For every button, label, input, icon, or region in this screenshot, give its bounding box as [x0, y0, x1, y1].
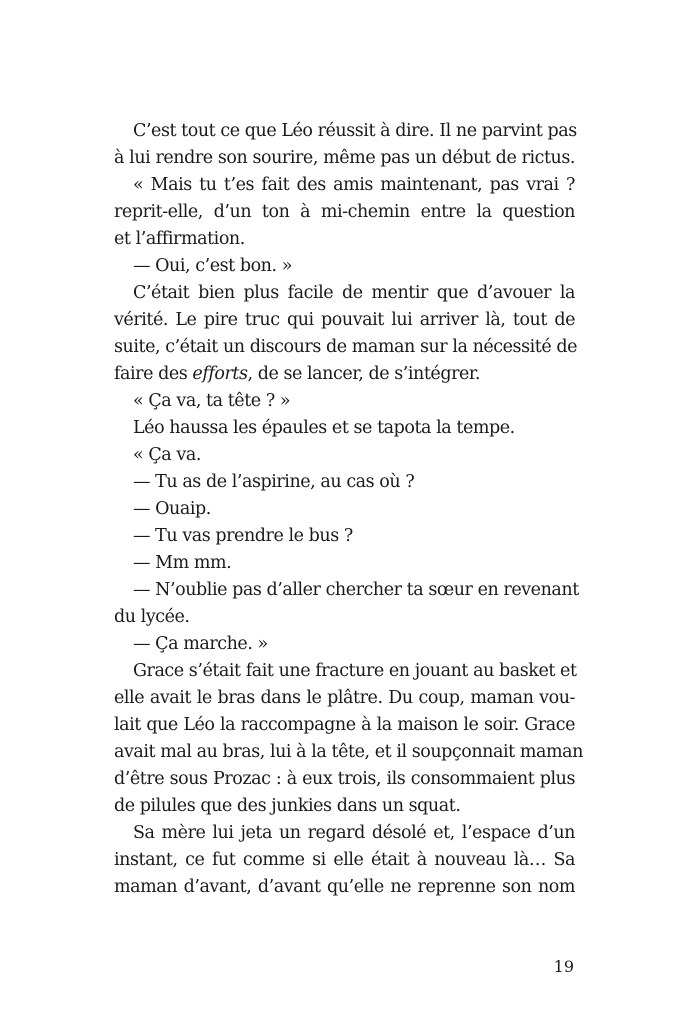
italic-word: efforts	[192, 364, 248, 384]
text-line: Léo haussa les épaules et se tapota la tempe.	[133, 418, 515, 438]
text-line: maman d’avant, d’avant qu’elle ne reprenne son nom	[114, 877, 575, 897]
text-line: instant, ce fut comme si elle était à nouveau là… Sa	[114, 850, 575, 870]
text-line: de pilules que des junkies dans un squat.	[114, 796, 461, 816]
text-line: « Mais tu t’es fait des amis maintenant, pas vrai ?	[133, 175, 575, 195]
body-text	[114, 118, 583, 901]
text-line: d’être sous Prozac : à eux trois, ils consommaient plus	[114, 769, 575, 789]
text-line: avait mal au bras, lui à la tête, et il soupçonnait maman	[114, 742, 583, 762]
page-number: 19	[553, 957, 574, 976]
text-line: lait que Léo la raccompagne à la maison le soir. Grace	[114, 715, 575, 735]
text-line: — Tu as de l’aspirine, au cas où ?	[133, 472, 415, 492]
text-line: « Ça va, ta tête ? »	[133, 391, 291, 411]
text-line: vérité. Le pire truc qui pouvait lui arriver là, tout de	[114, 310, 575, 330]
text-line: Grace s’était fait une fracture en jouant au basket et	[133, 661, 577, 681]
text-line: — Oui, c’est bon. »	[133, 256, 292, 276]
text-line: C’est tout ce que Léo réussit à dire. Il ne parvint pas	[133, 121, 577, 141]
text-line: à lui rendre son sourire, même pas un début de rictus.	[114, 148, 575, 168]
text-segment: faire des	[114, 364, 193, 384]
text-line: — Ça marche. »	[133, 634, 268, 654]
text-segment: , de se lancer, de s’intégrer.	[247, 364, 481, 384]
text-line: elle avait le bras dans le plâtre. Du coup, maman vou-	[114, 688, 575, 708]
text-line: « Ça va.	[133, 445, 201, 465]
text-line: — Tu vas prendre le bus ?	[133, 526, 353, 546]
text-line: suite, c’était un discours de maman sur la nécessité de	[114, 337, 578, 357]
text-line: du lycée.	[114, 607, 190, 627]
text-line: et l’affirmation.	[114, 229, 245, 249]
text-line: reprit-elle, d’un ton à mi-chemin entre la question	[114, 202, 575, 222]
text-line: — Mm mm.	[133, 553, 232, 573]
text-line: — Ouaip.	[133, 499, 211, 519]
text-line: — N’oublie pas d’aller chercher ta sœur en revenant	[133, 580, 579, 600]
text-line-italic	[114, 361, 575, 388]
text-line: Sa mère lui jeta un regard désolé et, l’espace d’un	[133, 823, 575, 843]
text-line: C’était bien plus facile de mentir que d’avouer la	[133, 283, 575, 303]
